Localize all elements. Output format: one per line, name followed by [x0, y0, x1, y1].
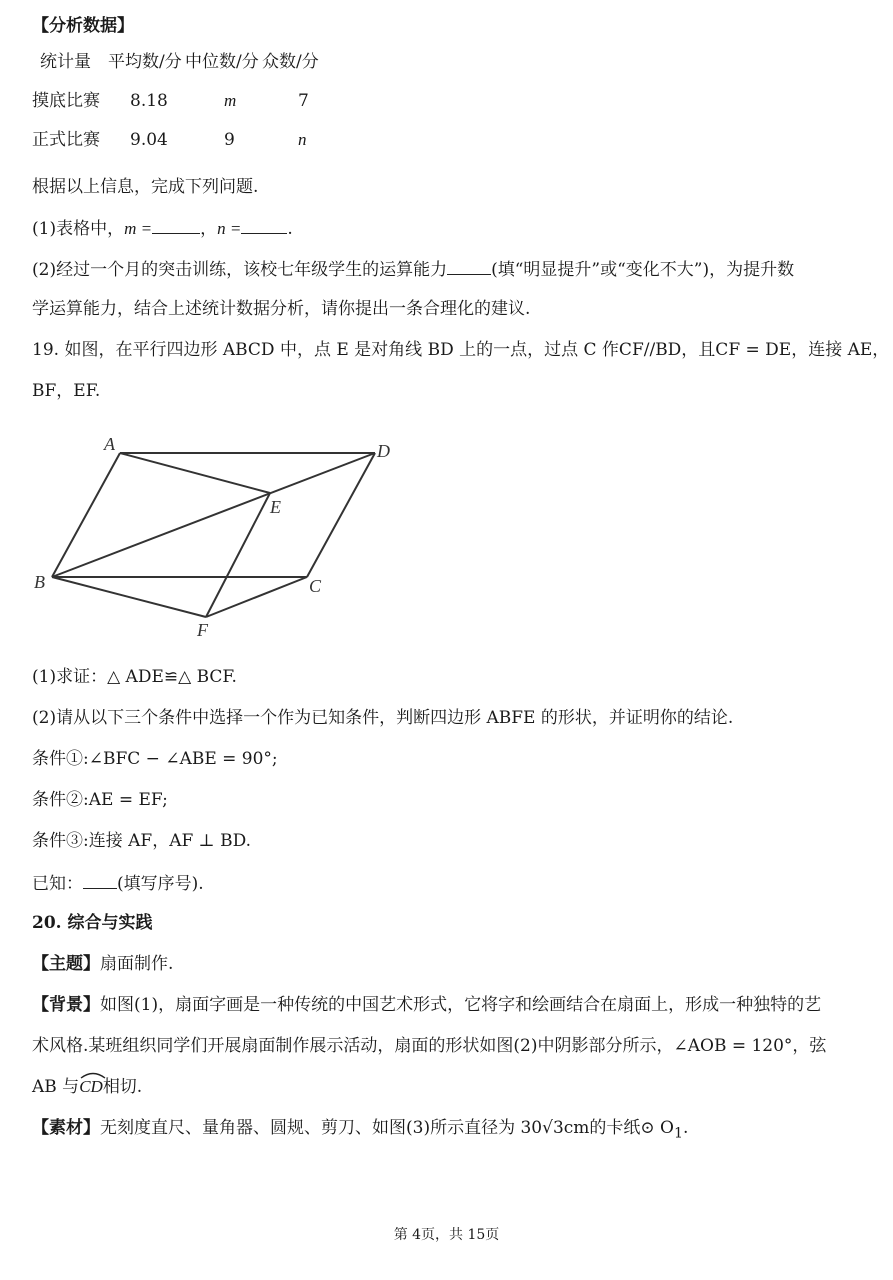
label-f: F — [197, 620, 208, 640]
chord-ab: AB 与 — [32, 1077, 80, 1097]
q20-background-line1 — [32, 993, 821, 1017]
segment-ab — [52, 453, 120, 577]
material-end: . — [683, 1118, 689, 1138]
m-label: m = — [124, 219, 153, 238]
q18-part2-text: (2)经过一个月的突击训练，该校七年级学生的运算能力 — [32, 260, 448, 280]
table-header-statistic: 统计量 — [40, 52, 91, 72]
arc-cd — [79, 1075, 103, 1099]
theme-text: 扇面制作. — [100, 954, 174, 974]
q18-intro: 根据以上信息，完成下列问题. — [32, 177, 259, 197]
q20-material — [32, 1116, 688, 1145]
ability-blank — [447, 256, 491, 275]
q20-background-line3 — [32, 1075, 142, 1099]
table-row-median: 9 — [224, 130, 235, 150]
segment-ae — [120, 453, 270, 493]
q19-condition-3: 条件③:连接 AF，AF ⊥ BD. — [32, 831, 251, 851]
q18-part1-label: (1)表格中， — [32, 219, 125, 239]
known-label: 已知： — [32, 874, 83, 894]
q20-background-line2: 术风格.某班组织同学们开展扇面制作展示活动，扇面的形状如图(2)中阴影部分所示，∠AOB = 120°，弦 — [32, 1036, 827, 1056]
table-row-name: 正式比赛 — [32, 130, 100, 150]
n-label: n = — [217, 219, 242, 238]
q19-condition-1: 条件①:∠BFC − ∠ABE = 90°; — [32, 749, 278, 769]
known-hint: (填写序号). — [117, 874, 204, 894]
q19-stem-line1: 19. 如图，在平行四边形 ABCD 中，点 E 是对角线 BD 上的一点，过点 C 作CF//BD，且CF = DE，连接 AE， — [32, 340, 890, 360]
theme-tag: 【主题】 — [32, 954, 100, 974]
period: . — [287, 219, 293, 239]
table-row-mode: 7 — [298, 91, 309, 111]
table-header-mean: 平均数/分 — [108, 52, 182, 72]
arc-label: CD — [79, 1077, 103, 1096]
background-tag: 【背景】 — [32, 995, 100, 1015]
q19-known — [32, 870, 204, 896]
background-text: 如图(1)，扇面字画是一种传统的中国艺术形式，它将字和绘画结合在扇面上，形成一种独特的艺 — [100, 995, 822, 1015]
label-a: A — [104, 434, 115, 454]
page-footer: 第 4页，共 15页 — [393, 1227, 500, 1243]
q19-condition-2: 条件②:AE = EF; — [32, 790, 168, 810]
label-d: D — [377, 441, 390, 461]
segment-bf — [52, 577, 206, 617]
circle-subscript: 1 — [674, 1125, 684, 1142]
known-blank — [83, 870, 117, 889]
table-row-mean: 8.18 — [130, 91, 168, 111]
q18-part2-hint: (填“明显提升”或“变化不大”)，为提升数 — [491, 260, 795, 280]
diagonal-bd — [52, 453, 375, 577]
table-row-name: 摸底比赛 — [32, 91, 100, 111]
q18-part1 — [32, 215, 293, 241]
table-row-mode: n — [298, 130, 307, 149]
analysis-heading: 【分析数据】 — [32, 16, 134, 36]
n-blank — [241, 215, 287, 234]
label-b: B — [34, 572, 45, 592]
material-text: 无刻度直尺、量角器、圆规、剪刀、如图(3)所示直径为 30√3cm的卡纸⊙ O — [100, 1118, 674, 1138]
q19-part2: (2)请从以下三个条件中选择一个作为已知条件，判断四边形 ABFE 的形状，并证明你的结论. — [32, 708, 734, 728]
arc-mark-icon — [79, 1071, 107, 1079]
label-c: C — [309, 576, 322, 596]
label-e: E — [270, 497, 281, 517]
segment-cf — [206, 577, 307, 617]
separator: ， — [200, 219, 218, 239]
tangent-text: 相切. — [102, 1077, 143, 1097]
q18-part2-line1 — [32, 256, 794, 282]
segment-ef — [206, 493, 270, 617]
material-tag: 【素材】 — [32, 1118, 100, 1138]
table-row-mean: 9.04 — [130, 130, 168, 150]
parallelogram-figure — [0, 420, 420, 650]
table-header-median: 中位数/分 — [185, 52, 259, 72]
q19-stem-line2: BF，EF. — [32, 381, 101, 401]
q19-part1: (1)求证：△ ADE≌△ BCF. — [32, 667, 237, 687]
q20-theme — [32, 952, 173, 976]
m-blank — [152, 215, 200, 234]
table-header-mode: 众数/分 — [262, 52, 319, 72]
q20-title: 20. 综合与实践 — [32, 913, 153, 933]
q18-part2-line2: 学运算能力，结合上述统计数据分析，请你提出一条合理化的建议. — [32, 299, 531, 319]
segment-cd — [307, 453, 375, 577]
table-row-median: m — [224, 91, 237, 110]
